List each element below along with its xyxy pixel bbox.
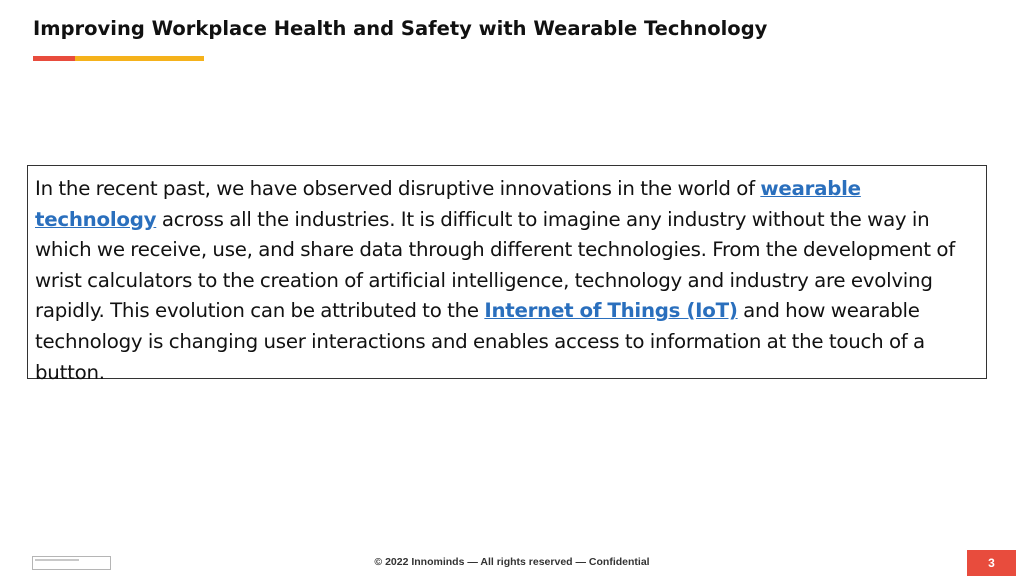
body-paragraph — [35, 174, 986, 388]
wearable-technology-link[interactable]: wearable technology — [35, 177, 861, 231]
title-accent-bar — [33, 56, 204, 61]
accent-bar-orange-segment — [75, 56, 204, 61]
page-number: 3 — [988, 556, 995, 570]
footer-copyright: © 2022 Innominds — All rights reserved — Confidential — [374, 556, 650, 568]
page-number-badge — [967, 550, 1016, 576]
accent-bar-red-segment — [33, 56, 75, 61]
paragraph-text-part2: across all the industries. It is difficult to imagine any industry without the way in which we receive, use, and share data through different technologies. From the development of wrist calculators to the creation of artificial intelligence, technology and industry are evolving rapidly. This evolution can be attributed to the — [35, 207, 955, 323]
paragraph-text-part3: and how wearable technology is changing user interactions and enables access to information at the touch of a button. — [35, 299, 925, 384]
content-text-box — [27, 165, 987, 384]
paragraph-text-part1: In the recent past, we have observed disruptive innovations in the world of — [35, 177, 761, 200]
slide-title: Improving Workplace Health and Safety with Wearable Technology — [33, 17, 768, 40]
internet-of-things-link[interactable]: Internet of Things (IoT) — [484, 299, 738, 323]
